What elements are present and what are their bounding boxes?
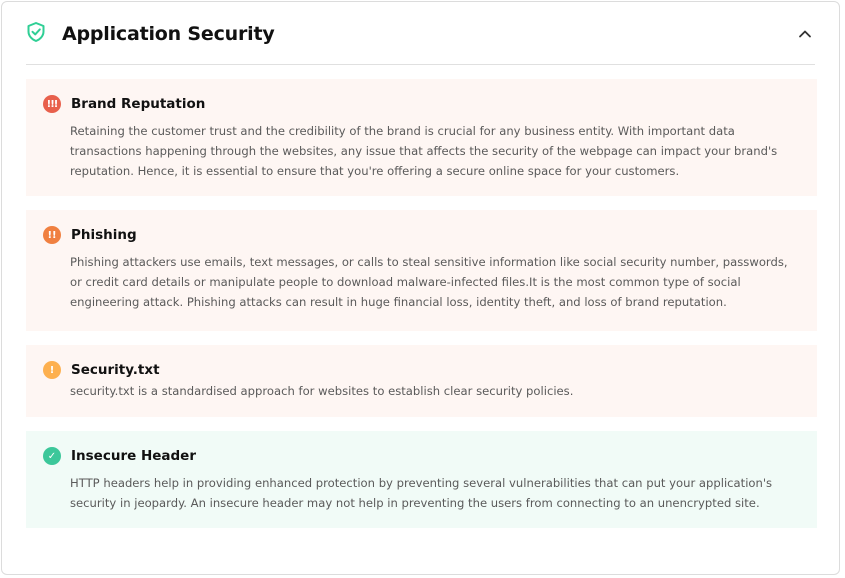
triple-exclamation-icon: !!!: [43, 95, 61, 113]
finding-card-security-txt: [26, 345, 817, 417]
finding-title: Brand Reputation: [71, 96, 206, 112]
finding-description: security.txt is a standardised approach for websites to establish clear security policies.: [70, 384, 574, 398]
finding-card-insecure-header: [26, 431, 817, 528]
exclamation-icon: !: [43, 361, 61, 379]
finding-card-brand-reputation: [26, 79, 817, 196]
finding-card-phishing: [26, 210, 817, 331]
finding-description: Retaining the customer trust and the credibility of the brand is crucial for any business entity. With important data transactions happening through the websites, any issue that affects the security of the webpage can impact your brand's reputation. Hence, it is essential to ensure that you're offering a secure online space for your customers.: [70, 124, 778, 178]
finding-title: Security.txt: [71, 362, 160, 378]
double-exclamation-icon: !!: [43, 226, 61, 244]
finding-description: Phishing attackers use emails, text messages, or calls to steal sensitive information like social security number, passwords, or credit card details or manipulate people to download malware-infected files.It is the most common type of social engineering attack. Phishing attacks can result in huge financial loss, identity theft, and loss of brand reputation.: [70, 255, 788, 309]
panel-header[interactable]: [26, 20, 815, 48]
check-icon: ✓: [43, 447, 61, 465]
finding-title: Phishing: [71, 227, 137, 243]
chevron-up-icon[interactable]: [795, 24, 815, 44]
page-title: Application Security: [62, 23, 275, 45]
application-security-panel: [1, 1, 840, 575]
finding-title: Insecure Header: [71, 448, 196, 464]
divider: [26, 64, 815, 65]
shield-check-icon: [26, 21, 46, 47]
finding-description: HTTP headers help in providing enhanced protection by preventing several vulnerabilities that can put your application's security in jeopardy. An insecure header may not help in preventing the users from connecting to an unencrypted site.: [70, 476, 773, 510]
